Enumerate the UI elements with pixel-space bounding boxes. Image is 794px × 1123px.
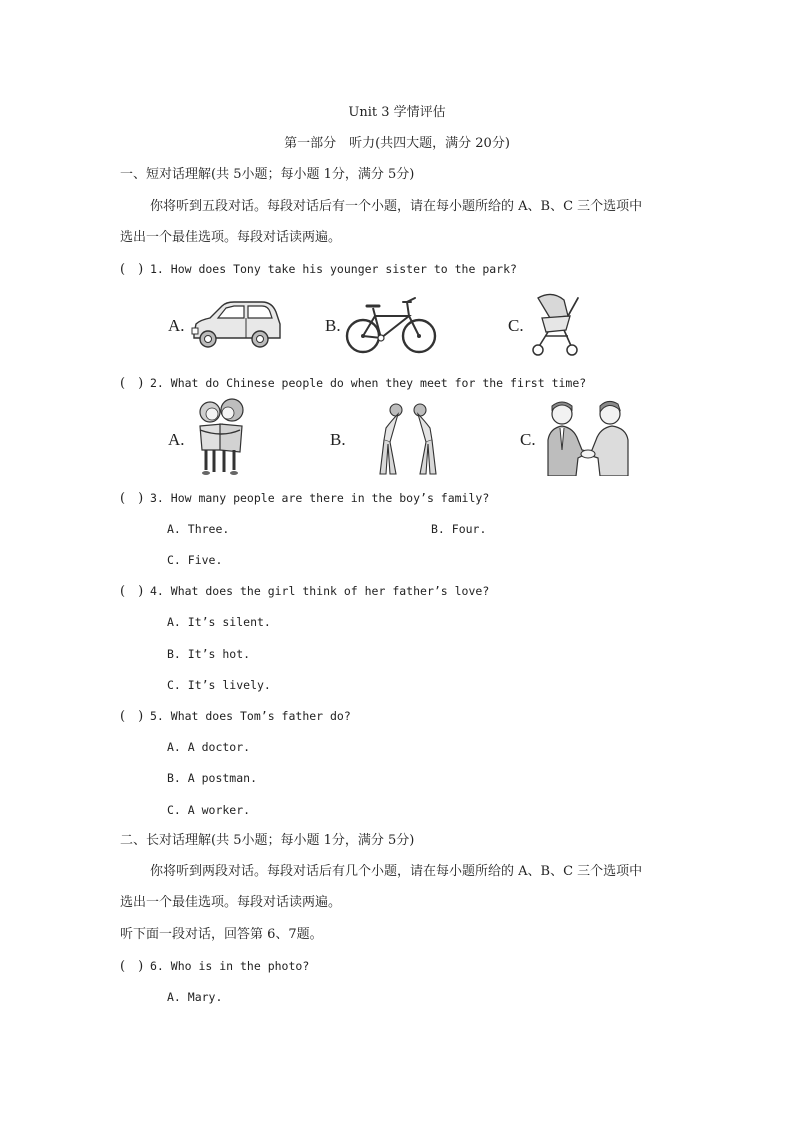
q2-option-b-label: B. <box>330 430 346 449</box>
bowing-image <box>372 398 444 478</box>
section1-heading: 一、短对话理解(共 5小题；每小题 1分，满分 5分) <box>120 167 415 182</box>
question-5 <box>120 707 351 726</box>
q1-option-a-label: A. <box>168 316 185 335</box>
question-text: 4. What does the girl think of her father’s love? <box>150 584 490 598</box>
answer-bracket[interactable]: ( ) <box>120 262 144 277</box>
answer-bracket[interactable]: ( ) <box>120 959 144 974</box>
part1-heading: 第一部分 听力(共四大题，满分 20分) <box>284 136 510 151</box>
q4-option-a[interactable]: A. It’s silent. <box>167 615 271 629</box>
q6-option-a[interactable]: A. Mary. <box>167 990 223 1004</box>
section2-instruction-line1: 你将听到两段对话。每段对话后有几个小题，请在每小题所给的 A、B、C 三个选项中 <box>150 864 643 879</box>
q1-option-c-label: C. <box>508 316 524 335</box>
answer-bracket[interactable]: ( ) <box>120 491 144 506</box>
handshake-image <box>546 400 630 476</box>
hugging-image <box>192 398 250 478</box>
q3-option-a[interactable]: A. Three. <box>167 522 230 536</box>
question-text: 5. What does Tom’s father do? <box>150 709 351 723</box>
page-title: Unit 3 学情评估 <box>348 105 446 120</box>
q5-option-c[interactable]: C. A worker. <box>167 803 251 817</box>
question-text: 6. Who is in the photo? <box>150 959 310 973</box>
q3-option-b[interactable]: B. Four. <box>431 522 487 536</box>
section2-heading: 二、长对话理解(共 5小题；每小题 1分，满分 5分) <box>120 833 415 848</box>
q5-option-a[interactable]: A. A doctor. <box>167 740 251 754</box>
q2-option-a-label: A. <box>168 430 185 449</box>
question-4 <box>120 582 489 601</box>
q3-option-c[interactable]: C. Five. <box>167 553 223 567</box>
answer-bracket[interactable]: ( ) <box>120 709 144 724</box>
answer-bracket[interactable]: ( ) <box>120 584 144 599</box>
section1-instruction-line1: 你将听到五段对话。每段对话后有一个小题，请在每小题所给的 A、B、C 三个选项中 <box>150 199 643 214</box>
stroller-image <box>528 292 580 358</box>
q4-option-b[interactable]: B. It’s hot. <box>167 647 251 661</box>
section1-instruction-line2: 选出一个最佳选项。每段对话读两遍。 <box>120 230 342 245</box>
question-6 <box>120 957 309 976</box>
question-text: 3. How many people are there in the boy’s family? <box>150 491 490 505</box>
q1-option-b-label: B. <box>325 316 341 335</box>
q2-option-c-label: C. <box>520 430 536 449</box>
bicycle-image <box>345 294 437 356</box>
question-text: 1. How does Tony take his younger sister to the park? <box>150 262 517 276</box>
question-2 <box>120 374 586 393</box>
answer-bracket[interactable]: ( ) <box>120 376 144 391</box>
question-3 <box>120 489 489 508</box>
section2-instruction-line2: 选出一个最佳选项。每段对话读两遍。 <box>120 895 342 910</box>
question-1 <box>120 260 517 279</box>
question-text: 2. What do Chinese people do when they meet for the first time? <box>150 376 587 390</box>
q5-option-b[interactable]: B. A postman. <box>167 771 258 785</box>
section2-sub-instruction: 听下面一段对话，回答第 6、7题。 <box>120 927 323 942</box>
q4-option-c[interactable]: C. It’s lively. <box>167 678 271 692</box>
car-image <box>188 298 284 352</box>
